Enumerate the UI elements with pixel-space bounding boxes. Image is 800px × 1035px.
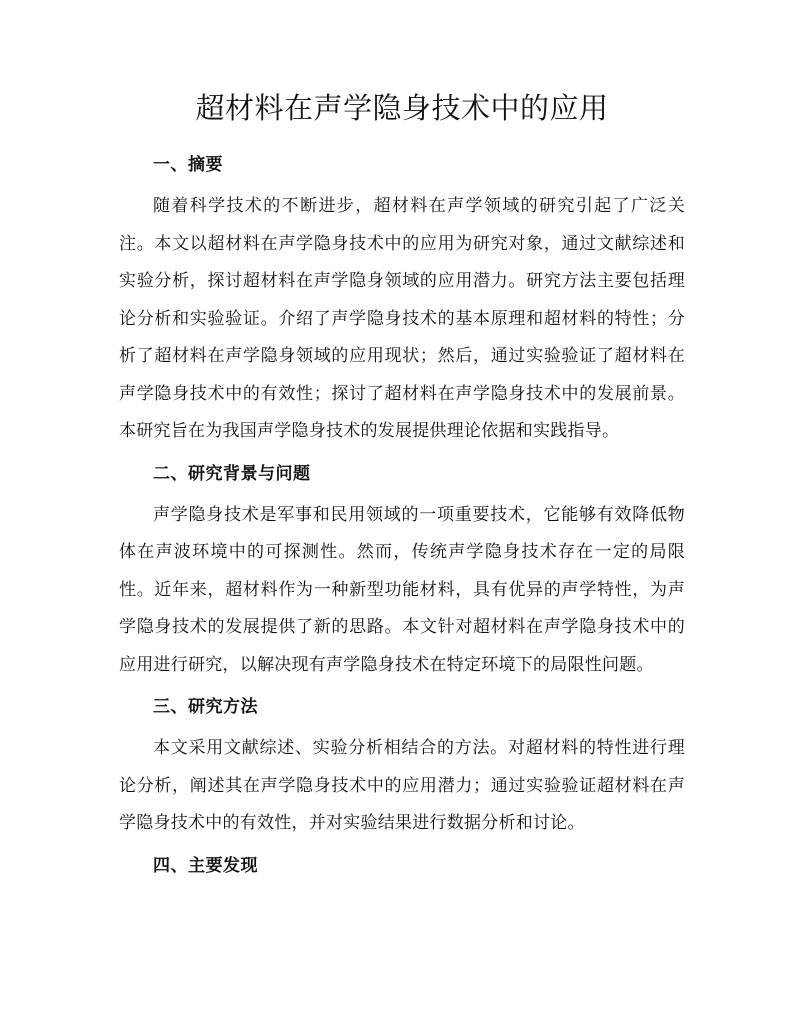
- section-paragraph-methods: 本文采用文献综述、实验分析相结合的方法。对超材料的特性进行理论分析，阐述其在声学隐身技术中的应用潜力；通过实验验证超材料在声学隐身技术中的有效性，并对实验结果进行数据分析和讨论。: [119, 738, 685, 833]
- document-title: 超材料在声学隐身技术中的应用: [195, 91, 609, 125]
- section-heading-methods: 三、研究方法: [153, 697, 258, 717]
- section-heading-findings: 四、主要发现: [153, 855, 258, 876]
- section-paragraph-abstract: 随着科学技术的不断进步，超材料在声学领域的研究引起了广泛关注。本文以超材料在声学隐身技术中的应用为研究对象，通过文献综述和实验分析，探讨超材料在声学隐身领域的应用潜力。研究方法主要包括理论分析和实验验证。介绍了声学隐身技术的基本原理和超材料的特性；分析了超材料在声学隐身领域的应用现状；然后，通过实验验证了超材料在声学隐身技术中的有效性；探讨了超材料在声学隐身技术中的发展前景。本研究旨在为我国声学隐身技术的发展提供理论依据和实践指导。: [119, 196, 685, 441]
- section-paragraph-background: 声学隐身技术是军事和民用领域的一项重要技术，它能够有效降低物体在声波环境中的可探测性。然而，传统声学隐身技术存在一定的局限性。近年来，超材料作为一种新型功能材料，具有优异的声学特性，为声学隐身技术的发展提供了新的思路。本文针对超材料在声学隐身技术中的应用进行研究，以解决现有声学隐身技术在特定环境下的局限性问题。: [119, 504, 685, 675]
- section-heading-abstract: 一、摘要: [153, 155, 223, 175]
- section-heading-background: 二、研究背景与问题: [153, 463, 311, 484]
